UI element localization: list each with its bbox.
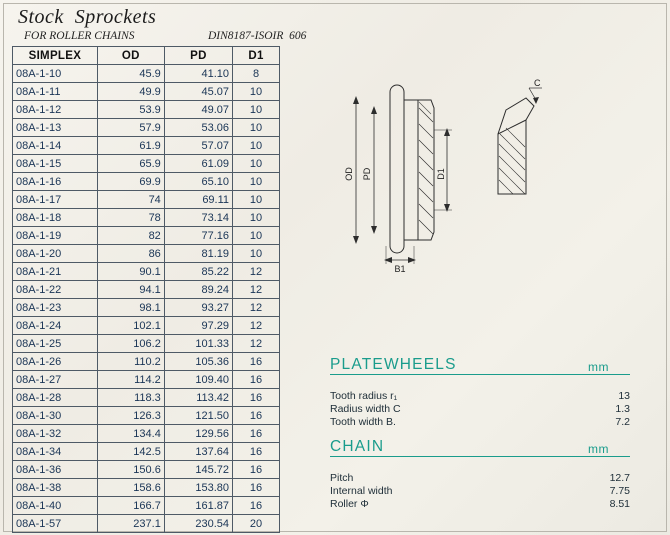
table-cell: 08A-1-23 xyxy=(13,299,98,317)
table-row xyxy=(13,299,280,317)
page-title: Stock Sprockets xyxy=(18,6,157,28)
table-cell: 57.07 xyxy=(164,137,232,155)
table-cell: 08A-1-40 xyxy=(13,497,98,515)
table-row xyxy=(13,263,280,281)
table-cell: 16 xyxy=(233,479,280,497)
sprocket-table xyxy=(12,46,280,533)
table-cell: 82 xyxy=(97,227,164,245)
table-cell: 10 xyxy=(233,83,280,101)
table-row xyxy=(13,353,280,371)
table-row xyxy=(13,407,280,425)
table-cell: 08A-1-25 xyxy=(13,335,98,353)
table-row xyxy=(13,479,280,497)
table-cell: 129.56 xyxy=(164,425,232,443)
table-cell: 16 xyxy=(233,497,280,515)
table-cell: 10 xyxy=(233,101,280,119)
table-cell: 49.07 xyxy=(164,101,232,119)
chain-heading: CHAIN xyxy=(330,438,385,455)
page-subtitle: FOR ROLLER CHAINS xyxy=(24,30,135,42)
table-cell: 10 xyxy=(233,191,280,209)
table-row xyxy=(13,245,280,263)
table-cell: 08A-1-20 xyxy=(13,245,98,263)
table-cell: 08A-1-57 xyxy=(13,515,98,533)
table-cell: 53.06 xyxy=(164,119,232,137)
drawing-svg xyxy=(330,74,590,284)
table-cell: 10 xyxy=(233,137,280,155)
table-cell: 16 xyxy=(233,371,280,389)
table-cell: 153.80 xyxy=(164,479,232,497)
table-cell: 65.10 xyxy=(164,173,232,191)
table-cell: 08A-1-12 xyxy=(13,101,98,119)
table-cell: 126.3 xyxy=(97,407,164,425)
table-row xyxy=(13,137,280,155)
spec-label-internal-width: Internal width xyxy=(330,485,393,497)
table-cell: 150.6 xyxy=(97,461,164,479)
drawing-label-c: C xyxy=(534,78,541,88)
table-cell: 08A-1-24 xyxy=(13,317,98,335)
table-cell: 69.11 xyxy=(164,191,232,209)
table-cell: 86 xyxy=(97,245,164,263)
column-header-pd: PD xyxy=(164,47,232,65)
table-cell: 12 xyxy=(233,281,280,299)
table-cell: 08A-1-15 xyxy=(13,155,98,173)
table-cell: 8 xyxy=(233,65,280,83)
table-cell: 08A-1-13 xyxy=(13,119,98,137)
drawing-label-od: OD xyxy=(344,167,354,181)
table-cell: 137.64 xyxy=(164,443,232,461)
table-cell: 16 xyxy=(233,425,280,443)
spec-label-tooth-width: Tooth width B. xyxy=(330,416,396,428)
table-cell: 77.16 xyxy=(164,227,232,245)
table-row xyxy=(13,497,280,515)
table-cell: 65.9 xyxy=(97,155,164,173)
table-row xyxy=(13,65,280,83)
table-header-row xyxy=(13,47,280,65)
table-cell: 134.4 xyxy=(97,425,164,443)
table-cell: 109.40 xyxy=(164,371,232,389)
sprocket-drawing xyxy=(330,74,590,284)
table-cell: 74 xyxy=(97,191,164,209)
table-row xyxy=(13,443,280,461)
table-cell: 45.07 xyxy=(164,83,232,101)
table-cell: 121.50 xyxy=(164,407,232,425)
table-cell: 12 xyxy=(233,299,280,317)
table-cell: 08A-1-32 xyxy=(13,425,98,443)
table-cell: 08A-1-21 xyxy=(13,263,98,281)
table-row xyxy=(13,515,280,533)
table-cell: 08A-1-18 xyxy=(13,209,98,227)
table-cell: 102.1 xyxy=(97,317,164,335)
table-row xyxy=(13,209,280,227)
platewheels-divider xyxy=(330,374,630,375)
drawing-label-b1: B1 xyxy=(394,264,406,274)
table-cell: 237.1 xyxy=(97,515,164,533)
spec-value-internal-width: 7.75 xyxy=(609,485,630,497)
spec-label-pitch: Pitch xyxy=(330,472,354,484)
table-row xyxy=(13,173,280,191)
table-cell: 10 xyxy=(233,245,280,263)
table-cell: 145.72 xyxy=(164,461,232,479)
table-cell: 08A-1-16 xyxy=(13,173,98,191)
table-cell: 114.2 xyxy=(97,371,164,389)
spec-value-tooth-width: 7.2 xyxy=(615,416,630,428)
table-cell: 16 xyxy=(233,389,280,407)
table-cell: 08A-1-38 xyxy=(13,479,98,497)
spec-value-tooth-radius: 13 xyxy=(618,390,630,402)
table-row xyxy=(13,389,280,407)
table-cell: 161.87 xyxy=(164,497,232,515)
table-cell: 57.9 xyxy=(97,119,164,137)
table-cell: 85.22 xyxy=(164,263,232,281)
table-row xyxy=(13,119,280,137)
table-cell: 113.42 xyxy=(164,389,232,407)
table-cell: 158.6 xyxy=(97,479,164,497)
table-cell: 142.5 xyxy=(97,443,164,461)
table-row xyxy=(13,425,280,443)
table-cell: 08A-1-14 xyxy=(13,137,98,155)
table-cell: 81.19 xyxy=(164,245,232,263)
table-cell: 106.2 xyxy=(97,335,164,353)
table-cell: 12 xyxy=(233,335,280,353)
table-row xyxy=(13,317,280,335)
table-row xyxy=(13,83,280,101)
column-header-od: OD xyxy=(97,47,164,65)
table-cell: 16 xyxy=(233,461,280,479)
spec-value-radius-width: 1.3 xyxy=(615,403,630,415)
table-body xyxy=(13,65,280,533)
table-cell: 10 xyxy=(233,155,280,173)
platewheels-heading: PLATEWHEELS xyxy=(330,356,457,373)
table-cell: 166.7 xyxy=(97,497,164,515)
table-row xyxy=(13,281,280,299)
table-cell: 10 xyxy=(233,209,280,227)
table-cell: 10 xyxy=(233,227,280,245)
table-row xyxy=(13,191,280,209)
spec-label-tooth-radius: Tooth radius r₁ xyxy=(330,390,398,402)
table-cell: 61.9 xyxy=(97,137,164,155)
table-cell: 16 xyxy=(233,353,280,371)
table-cell: 230.54 xyxy=(164,515,232,533)
table-cell: 10 xyxy=(233,119,280,137)
table-cell: 08A-1-27 xyxy=(13,371,98,389)
table-cell: 93.27 xyxy=(164,299,232,317)
table-row xyxy=(13,371,280,389)
table-cell: 53.9 xyxy=(97,101,164,119)
table-row xyxy=(13,227,280,245)
table-row xyxy=(13,461,280,479)
table-row xyxy=(13,335,280,353)
table-cell: 10 xyxy=(233,173,280,191)
table-cell: 110.2 xyxy=(97,353,164,371)
table-cell: 69.9 xyxy=(97,173,164,191)
chain-divider xyxy=(330,456,630,457)
table-cell: 08A-1-11 xyxy=(13,83,98,101)
table-cell: 08A-1-10 xyxy=(13,65,98,83)
table-cell: 94.1 xyxy=(97,281,164,299)
table-cell: 98.1 xyxy=(97,299,164,317)
table-cell: 12 xyxy=(233,317,280,335)
table-cell: 73.14 xyxy=(164,209,232,227)
table-cell: 105.36 xyxy=(164,353,232,371)
spec-label-roller: Roller Φ xyxy=(330,498,369,510)
table-cell: 61.09 xyxy=(164,155,232,173)
table-cell: 16 xyxy=(233,407,280,425)
table-cell: 101.33 xyxy=(164,335,232,353)
table-cell: 97.29 xyxy=(164,317,232,335)
table-cell: 90.1 xyxy=(97,263,164,281)
standard-reference: DIN8187-ISOIR 606 xyxy=(208,30,307,42)
table-cell: 08A-1-30 xyxy=(13,407,98,425)
table-cell: 45.9 xyxy=(97,65,164,83)
table-cell: 08A-1-22 xyxy=(13,281,98,299)
table-cell: 08A-1-26 xyxy=(13,353,98,371)
table-cell: 49.9 xyxy=(97,83,164,101)
table-cell: 78 xyxy=(97,209,164,227)
table-cell: 08A-1-17 xyxy=(13,191,98,209)
drawing-label-pd: PD xyxy=(362,167,372,181)
chain-unit: mm xyxy=(588,442,609,456)
table-row xyxy=(13,155,280,173)
column-header-d1: D1 xyxy=(233,47,280,65)
spec-label-radius-width: Radius width C xyxy=(330,403,401,415)
column-header-simplex: SIMPLEX xyxy=(13,47,98,65)
table-cell: 08A-1-28 xyxy=(13,389,98,407)
table-cell: 08A-1-34 xyxy=(13,443,98,461)
table-cell: 20 xyxy=(233,515,280,533)
table-cell: 08A-1-19 xyxy=(13,227,98,245)
table-row xyxy=(13,101,280,119)
table-cell: 12 xyxy=(233,263,280,281)
table-cell: 118.3 xyxy=(97,389,164,407)
sprocket-table-container xyxy=(12,46,280,533)
table-cell: 08A-1-36 xyxy=(13,461,98,479)
table-cell: 16 xyxy=(233,443,280,461)
table-cell: 41.10 xyxy=(164,65,232,83)
spec-value-pitch: 12.7 xyxy=(609,472,630,484)
spec-value-roller: 8.51 xyxy=(609,498,630,510)
table-cell: 89.24 xyxy=(164,281,232,299)
drawing-label-d1: D1 xyxy=(436,168,446,180)
platewheels-unit: mm xyxy=(588,360,609,374)
